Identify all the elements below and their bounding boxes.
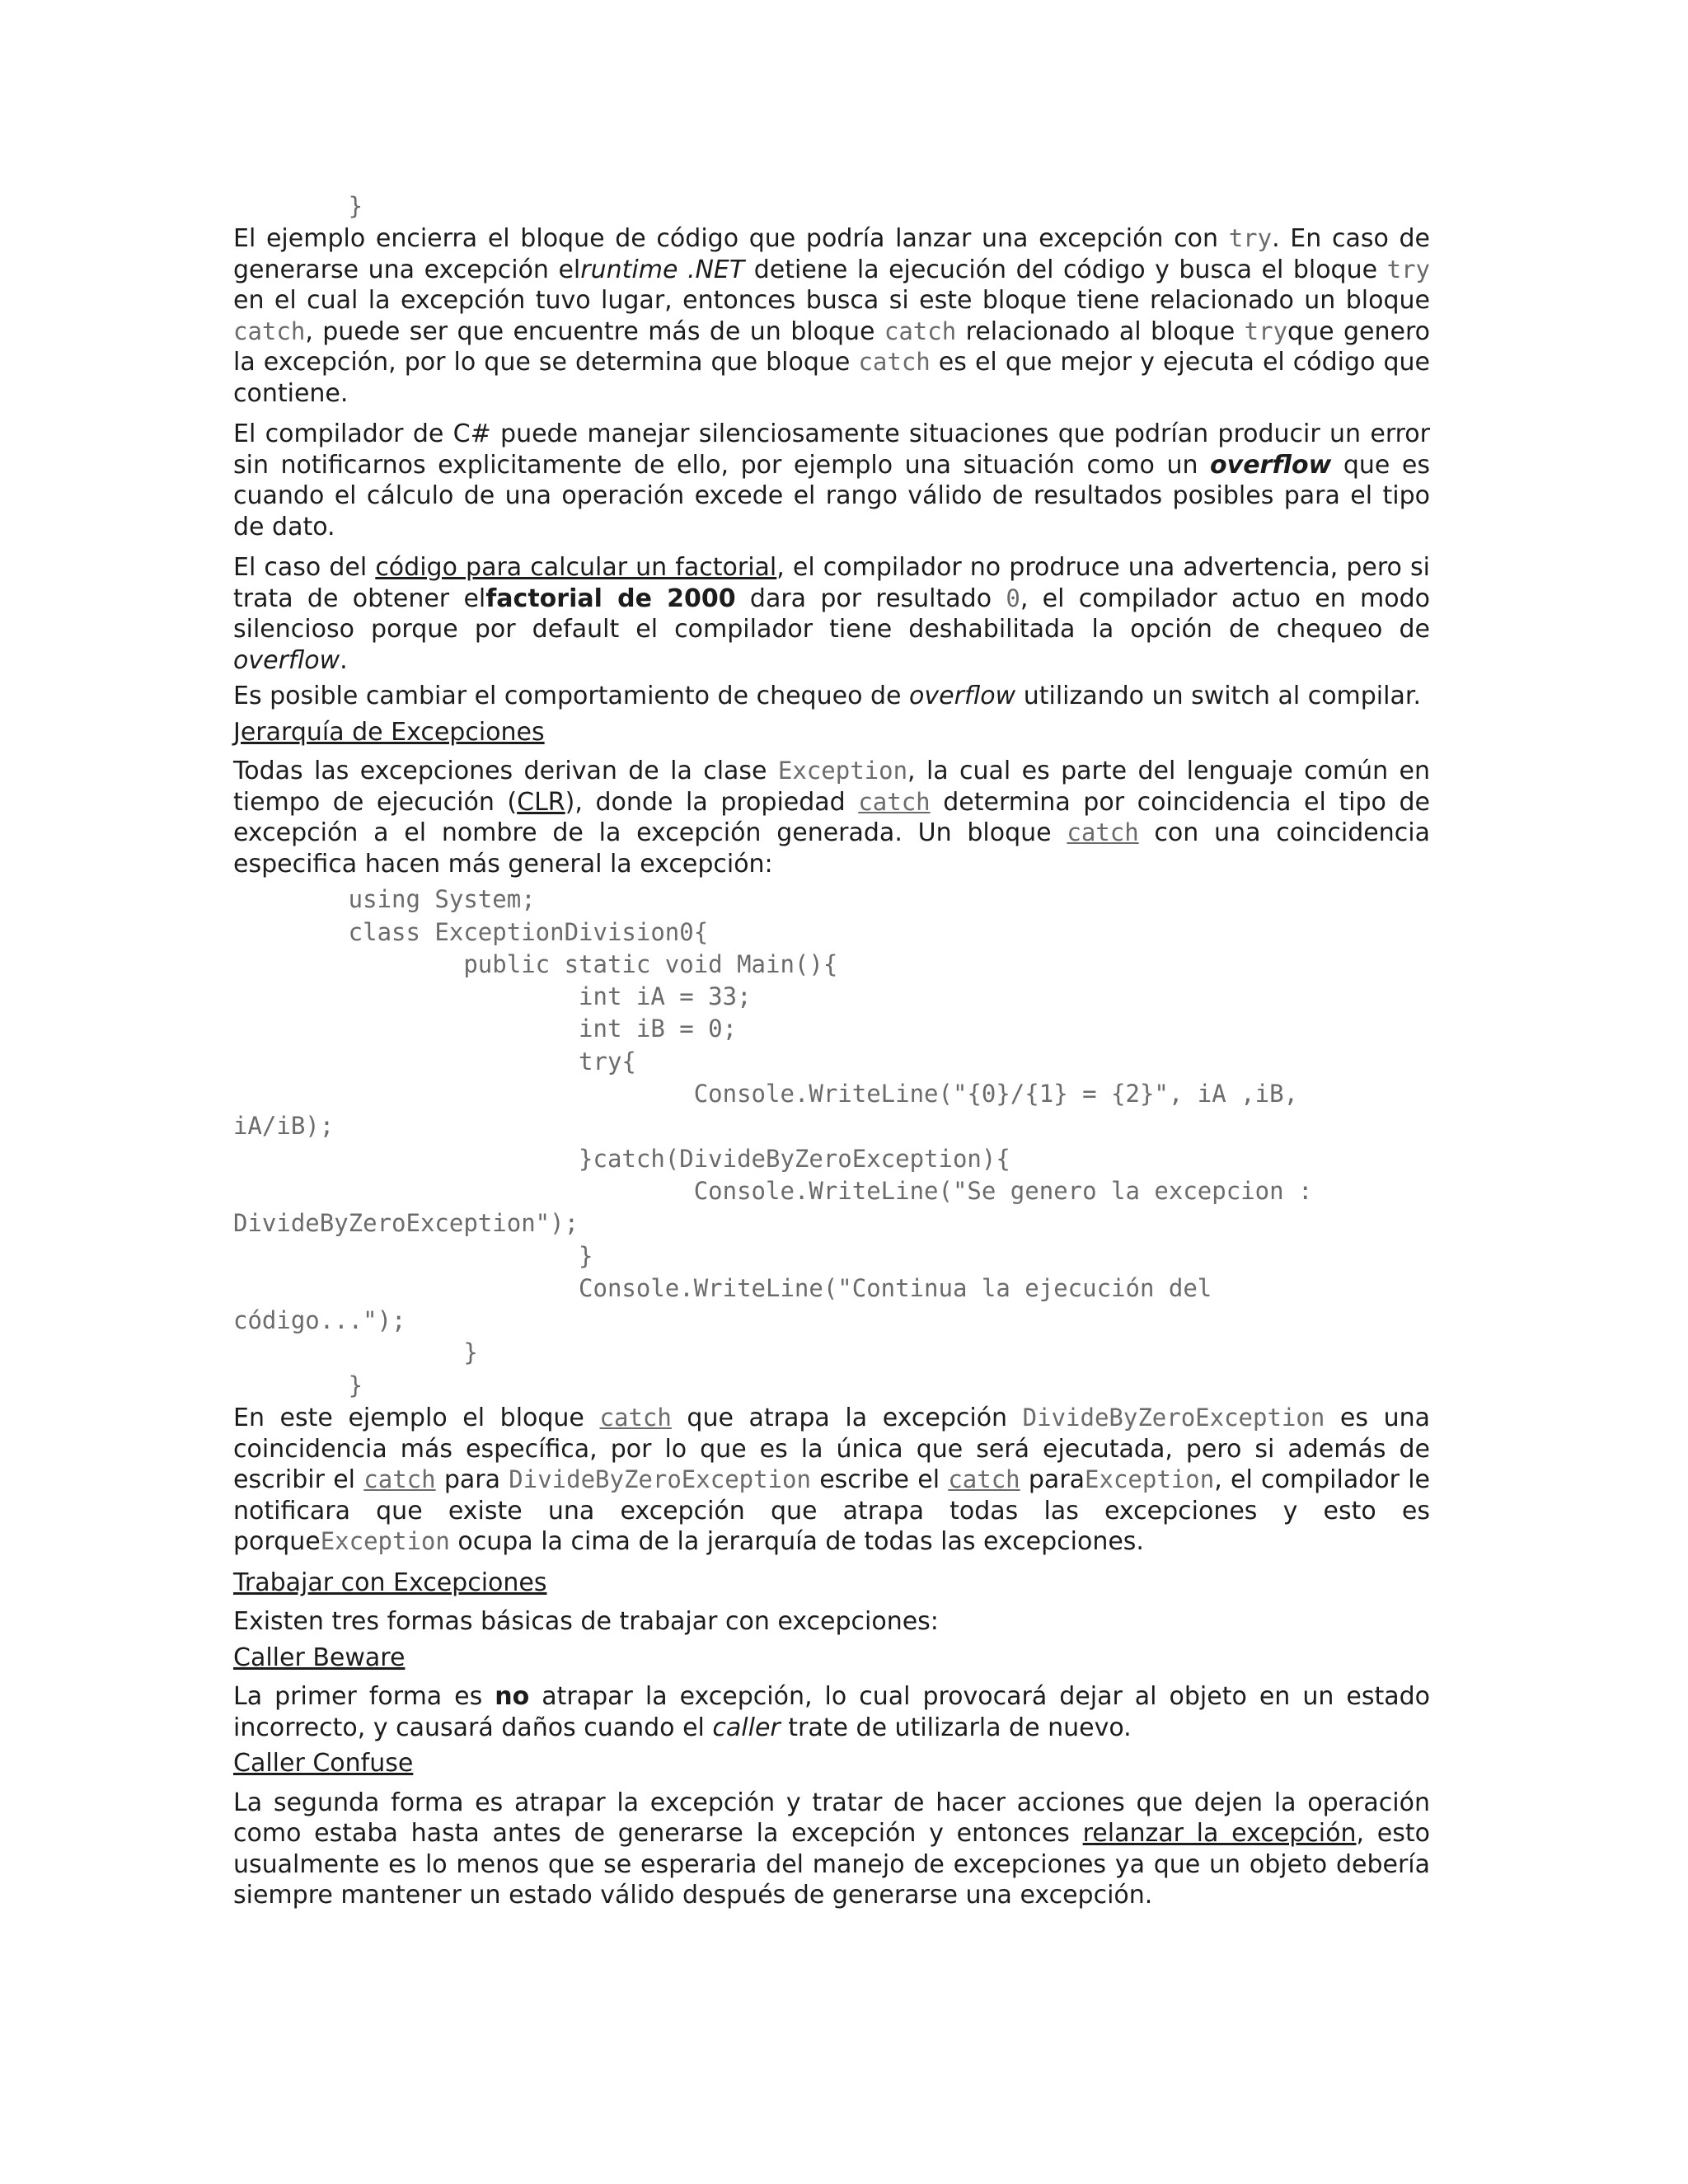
- catch-link[interactable]: catch: [363, 1465, 436, 1494]
- code-line: }: [233, 1371, 363, 1399]
- catch-link[interactable]: catch: [1067, 818, 1139, 847]
- code-line: public static void Main(){: [233, 949, 838, 978]
- code-line: DivideByZeroException");: [233, 1209, 579, 1238]
- paragraph-caller-beware: La primer forma es no atrapar la excepción, lo cual provocará dejar al objeto en un estado incorrecto, y causará daños cuando el caller trate de utilizarla de nuevo.: [233, 1682, 1430, 1742]
- paragraph-overflow-switch: Es posible cambiar el comportamiento de chequeo de overflow utilizando un switch al compilar.: [233, 682, 1421, 711]
- code-line: }: [233, 1338, 478, 1367]
- code-line: iA/iB);: [233, 1112, 335, 1141]
- rethrow-link[interactable]: relanzar la excepción: [1082, 1819, 1357, 1849]
- heading-jerarquia: Jerarquía de Excepciones: [233, 717, 545, 747]
- code-line: int iA = 33;: [233, 982, 752, 1011]
- code-line: Console.WriteLine("{0}/{1} = {2}", iA ,iB,: [233, 1080, 1299, 1108]
- code-line: }catch(DivideByZeroException){: [233, 1144, 1010, 1173]
- catch-link[interactable]: catch: [599, 1404, 672, 1432]
- heading-caller-confuse: Caller Confuse: [233, 1749, 414, 1779]
- paragraph-try-explanation: El ejemplo encierra el bloque de código que podría lanzar una excepción con try. En caso de generarse una excepción elruntime .NET detiene la ejecución del código y busca el bloque try en el cual la excepción tuvo lugar, entonces busca si este bloque tiene relacionado un bloque catch, puede ser que encuentre más de un bloque catch relacionado al bloque tryque genero la excepción, por lo que se determina que bloque catch es el que mejor y ejecuta el código que contiene.: [233, 224, 1431, 408]
- code-line: código...");: [233, 1306, 406, 1335]
- code-line: int iB = 0;: [233, 1015, 738, 1043]
- paragraph-overflow: El compilador de C# puede manejar silenciosamente situaciones que podrían producir un error sin notificarnos explicitamente de ello, por ejemplo una situación como un overflow que es cuando el cálculo de una operación excede el rango válido de resultados posibles para el tipo de dato.: [233, 419, 1430, 541]
- factorial-code-link[interactable]: código para calcular un factorial: [375, 553, 777, 583]
- code-block-example: [233, 884, 1430, 1401]
- code-line: class ExceptionDivision0{: [233, 917, 709, 946]
- catch-link[interactable]: catch: [948, 1465, 1020, 1494]
- clr-link[interactable]: CLR: [517, 787, 565, 817]
- code-line: }: [233, 1241, 593, 1270]
- paragraph-caller-confuse: La segunda forma es atrapar la excepción y tratar de hacer acciones que dejen la operación como estaba hasta antes de generarse la excepción y entonces relanzar la excepción, esto usualmente es lo menos que se esperaria del manejo de excepciones ya que un objeto debería siempre mantener un estado válido después de generarse una excepción.: [233, 1788, 1431, 1910]
- heading-caller-beware: Caller Beware: [233, 1643, 406, 1672]
- code-line: Console.WriteLine("Se genero la excepcion :: [233, 1176, 1313, 1205]
- document-page: [233, 191, 1430, 1921]
- paragraph-exception-hierarchy: Todas las excepciones derivan de la clase Exception, la cual es parte del lenguaje común en tiempo de ejecución (CLR), donde la propiedad catch determina por coincidencia el tipo de excepción a el nombre de la excepción generada. Un bloque catch con una coincidencia especifica hacen más general la excepción:: [233, 757, 1431, 879]
- paragraph-factorial: El caso del código para calcular un factorial, el compilador no prodruce una advertencia, pero si trata de obtener elfactorial de 2000 dara por resultado 0, el compilador actuo en modo silencioso porque por default el compilador tiene deshabilitada la opción de chequeo de overflow.: [233, 553, 1431, 675]
- heading-trabajar: Trabajar con Excepciones: [233, 1568, 547, 1597]
- paragraph-specific-catch: En este ejemplo el bloque catch que atrapa la excepción DivideByZeroException es una coincidencia más específica, por lo que es la única que será ejecutada, pero si además de escribir el catch para DivideByZeroException escribe el catch paraException, el compilador le notificara que existe una excepción que atrapa todas las excepciones y esto es porqueException ocupa la cima de la jerarquía de todas las excepciones.: [233, 1404, 1431, 1557]
- code-line: using System;: [233, 885, 536, 914]
- code-closing-brace: }: [233, 192, 363, 220]
- code-line: Console.WriteLine("Continua la ejecución del: [233, 1273, 1212, 1302]
- code-line: try{: [233, 1047, 636, 1076]
- paragraph-three-ways: Existen tres formas básicas de trabajar con excepciones:: [233, 1607, 939, 1637]
- catch-link[interactable]: catch: [858, 787, 931, 816]
